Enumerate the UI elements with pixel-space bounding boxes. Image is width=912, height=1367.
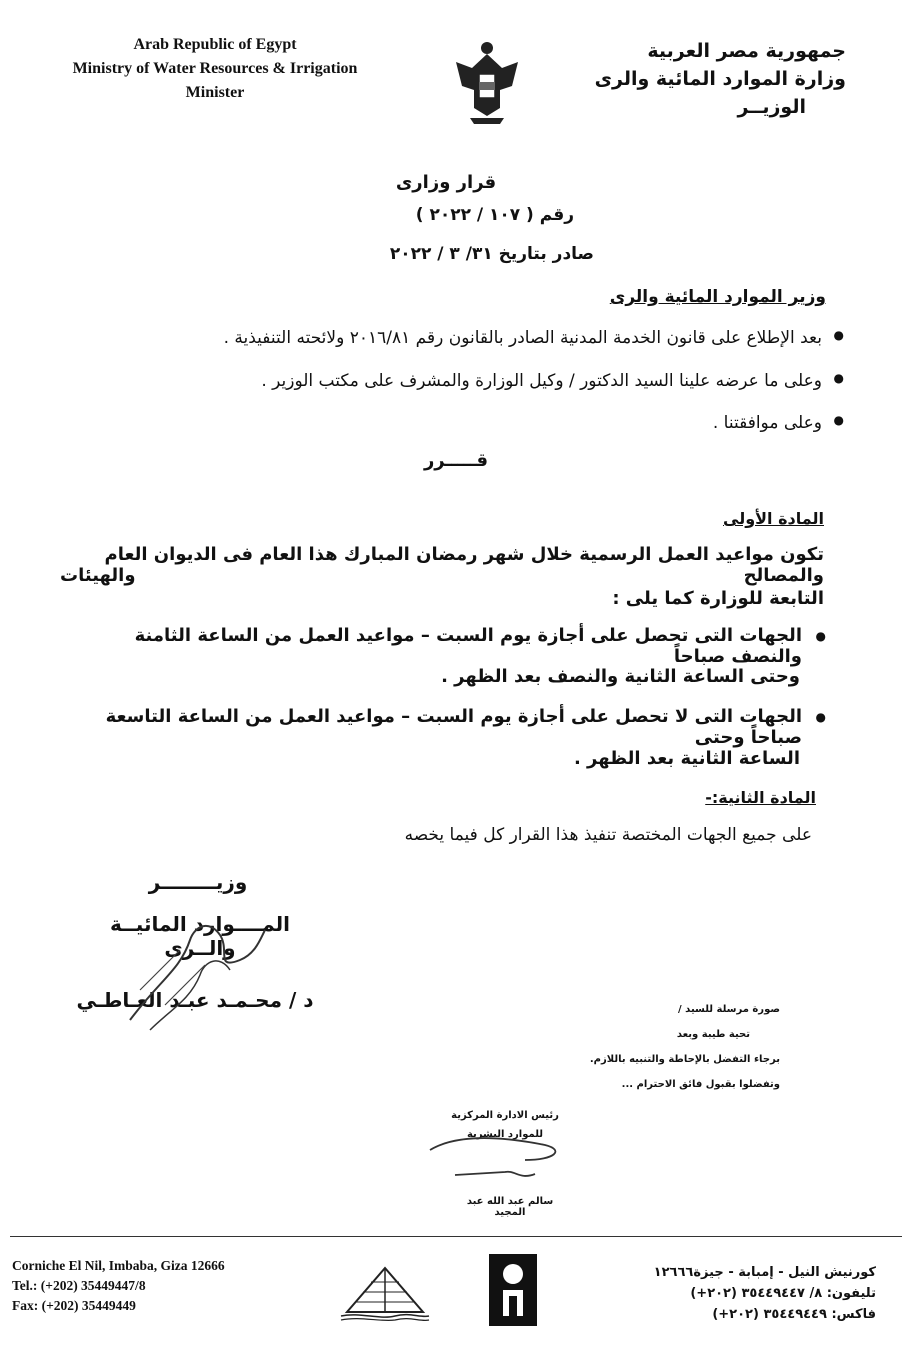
footer-english	[12, 1258, 225, 1314]
decree-number: رقم ( ١٠٧ / ٢٠٢٢ )	[415, 205, 574, 225]
admin-name: سالم عبد الله عبد المجيد	[466, 1196, 554, 1218]
signature-line3: د / محـمـد عبـد العـاطـي	[76, 988, 314, 1012]
article2-heading: المادة الثانية:-	[705, 788, 816, 807]
handwritten-signature-icon	[120, 880, 270, 1040]
copy-note	[590, 1004, 780, 1090]
preamble-heading: وزير الموارد المائية والرى	[609, 287, 826, 307]
decree-date: صادر بتاريخ ٣١/ ٣ / ٢٠٢٢	[389, 244, 594, 264]
decides-word: قـــــرر	[423, 450, 489, 471]
header-ar-country: جمهورية مصر العربية	[647, 40, 846, 62]
footer-ar-fax: فاكس: ٣٥٤٤٩٤٤٩ (٢٠٢+)	[712, 1307, 876, 1322]
footer-ar-address: كورنيش النيل - إمبابة - جيزة١٢٦٦٦	[653, 1265, 876, 1280]
signature-line1: وزيــــــــر	[148, 870, 248, 894]
decree-title: قرار وزارى	[395, 172, 497, 193]
admin-title: رئيس الادارة المركزية للموارد البشرية	[451, 1110, 559, 1140]
footer-tel: Tel.: (+202) 35449447/8	[12, 1278, 146, 1293]
article1-line1: تكون مواعيد العمل الرسمية خلال شهر رمضان المبارك هذا العام فى الديوان العام والمصالح والهيئات	[60, 544, 824, 586]
pyramid-logo-icon	[335, 1262, 435, 1322]
bullet-icon: ●	[833, 328, 844, 342]
article1-item-cont: الساعة الثانية بعد الظهر .	[573, 748, 800, 769]
copy-note-line: برجاء التفضل بالإحاطة والتنبيه باللازم.	[589, 1054, 780, 1065]
article1-heading: المادة الأولى	[723, 509, 824, 528]
article1-item: ● الجهات التى لا تحصل على أجازة يوم السبت – مواعيد العمل من الساعة التاسعة صباحاً وحتى	[105, 706, 826, 748]
article1-item-cont: وحتى الساعة الثانية والنصف بعد الظهر .	[441, 666, 800, 687]
header-ar-ministry: وزارة الموارد المائية والرى	[594, 68, 846, 90]
header-en-country: Arab Republic of Egypt	[133, 36, 297, 53]
footer-arabic	[654, 1265, 876, 1322]
bullet-icon: ●	[815, 629, 826, 643]
footer-divider	[10, 1236, 902, 1237]
admin-signature-icon	[425, 1130, 575, 1190]
signature-line2: المــــوارد المائيــة والــرى	[109, 912, 290, 960]
bullet-icon: ●	[833, 413, 844, 427]
footer-fax: Fax: (+202) 35449449	[12, 1298, 136, 1313]
copy-note-line: وتفضلوا بقبول فائق الاحترام ...	[621, 1079, 780, 1090]
copy-note-line: تحية طيبة وبعد	[676, 1029, 750, 1040]
copy-note-line: صورة مرسلة للسيد /	[678, 1004, 780, 1015]
header-arabic	[595, 40, 846, 118]
article2-text: على جميع الجهات المختصة تنفيذ هذا القرار كل فيما يخصه	[404, 825, 812, 845]
eagle-emblem-icon	[452, 38, 522, 128]
header-english	[40, 36, 390, 102]
preamble-item: ● بعد الإطلاع على قانون الخدمة المدنية الصادر بالقانون رقم ٢٠١٦/٨١ ولائحته التنفيذية .	[223, 328, 844, 348]
footer-address: Corniche El Nil, Imbaba, Giza 12666	[12, 1258, 225, 1273]
article1-item: ● الجهات التى تحصل على أجازة يوم السبت – مواعيد العمل من الساعة الثامنة والنصف صباحاً	[134, 625, 826, 667]
header-ar-minister: الوزيــر	[737, 96, 806, 118]
preamble-item: ● وعلى ما عرضه علينا السيد الدكتور / وكيل الوزارة والمشرف على مكتب الوزير .	[261, 371, 844, 391]
preamble-item: ● وعلى موافقتنا .	[712, 413, 844, 433]
header-en-minister: Minister	[185, 84, 245, 101]
bullet-icon: ●	[815, 710, 826, 724]
article1-line2: التابعة للوزارة كما يلى :	[612, 588, 824, 609]
footer-ar-tel: تليفون: ٨/ ٣٥٤٤٩٤٤٧ (٢٠٢+)	[690, 1286, 876, 1301]
ministry-logo-icon	[485, 1250, 541, 1330]
header-en-ministry: Ministry of Water Resources & Irrigation	[72, 60, 358, 77]
bullet-icon: ●	[833, 371, 844, 385]
